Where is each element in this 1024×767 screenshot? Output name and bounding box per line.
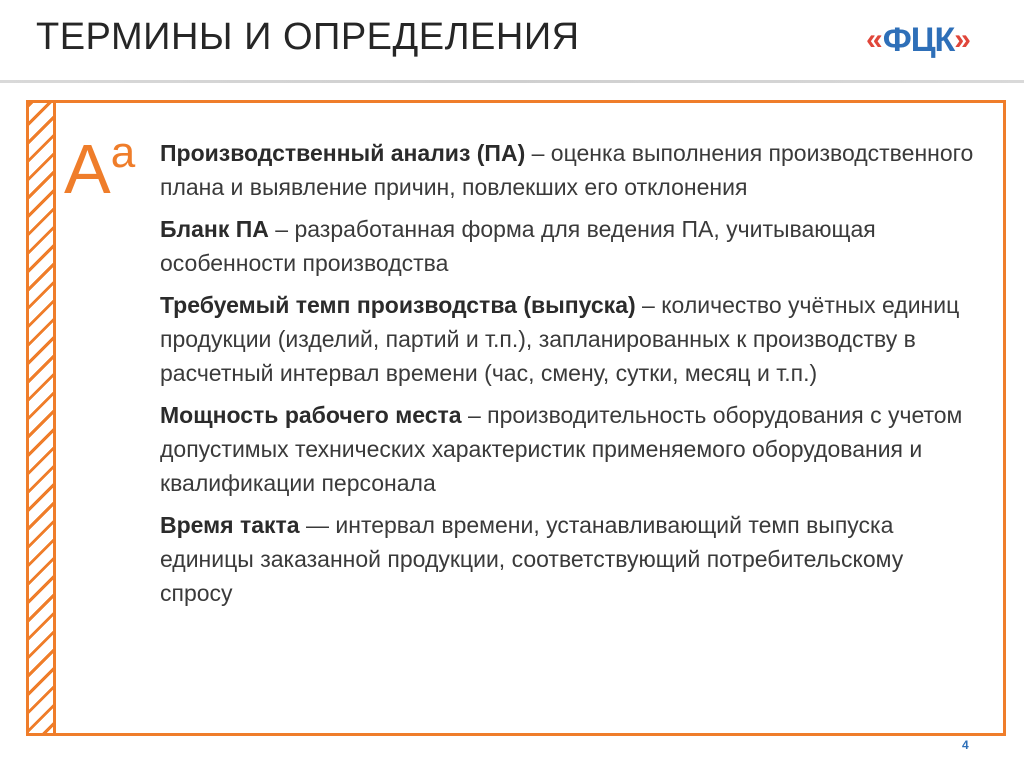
term-item xyxy=(160,508,980,610)
term-item xyxy=(160,136,980,204)
term-definition: – разработанная форма для ведения ПА, учитывающая особенности производства xyxy=(160,216,876,276)
hatched-side-bar xyxy=(26,100,56,736)
term-item xyxy=(160,398,980,500)
page-number: 4 xyxy=(962,738,969,752)
terms-list xyxy=(160,136,980,618)
fck-logo xyxy=(866,22,996,58)
term-name: Мощность рабочего места xyxy=(160,402,462,428)
term-name: Время такта xyxy=(160,512,300,538)
title-divider xyxy=(0,80,1024,83)
term-name: Требуемый темп производства (выпуска) xyxy=(160,292,636,318)
logo-right-chevron: » xyxy=(954,23,971,56)
font-icon-big-letter: А xyxy=(64,130,111,208)
font-size-icon xyxy=(64,118,136,208)
term-item xyxy=(160,212,980,280)
term-definition: – количество учётных единиц продукции (изделий, партий и т.п.), запланированных к производству в расчетный интервал времени (час, смену, сутки, месяц и т.п.) xyxy=(160,292,960,386)
term-name: Производственный анализ (ПА) xyxy=(160,140,526,166)
slide-title: ТЕРМИНЫ И ОПРЕДЕЛЕНИЯ xyxy=(36,16,580,58)
term-item xyxy=(160,288,980,390)
term-name: Бланк ПА xyxy=(160,216,269,242)
logo-word: ФЦК xyxy=(882,21,955,59)
logo-left-chevron: « xyxy=(866,23,883,56)
term-definition: — интервал времени, устанавливающий темп выпуска единицы заказанной продукции, соответствующий потребительскому спросу xyxy=(160,512,904,606)
term-definition: – производительность оборудования с учетом допустимых технических характеристик применяемого оборудования и квалификации персонала xyxy=(160,402,963,496)
term-definition: – оценка выполнения производственного плана и выявление причин, повлекших его отклонения xyxy=(160,140,974,200)
font-icon-small-letter: а xyxy=(110,128,136,177)
